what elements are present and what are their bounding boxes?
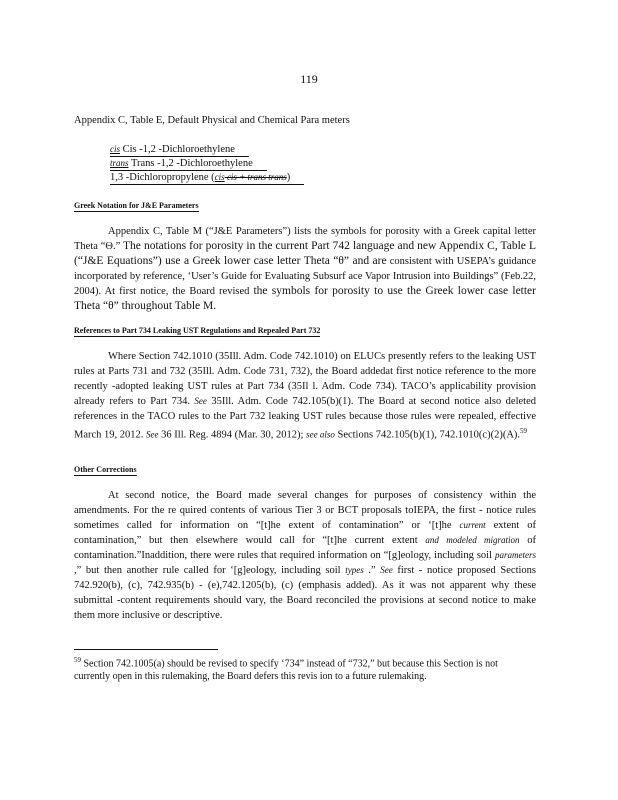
references-paragraph: Where Section 742.1010 (35Ill. Adm. Code 742.1010) on ELUCs presently refers to the leaking UST rules at Parts 731 and 732 (35Ill. Adm. Code 731, 732), the Board addedat first notice reference to the more recently -adopted leaking UST rules at Part 734 (35Il l. Adm. Code 734). TACO’s applicability provision already refers to Part 734. See 35Ill. Adm. Code 742.105(b)(1). The Board at second notice also deleted references in the TACO rules to the Part 732 leaking UST rules because those rules were repealed, effective March 19, 2012. See 36 Ill. Reg. 4894 (Mar. 30, 2012); see also Sections 742.105(b)(1), 742.1010(c)(2)(A).$^{59}$ [74, 351, 536, 441]
chem-item-cis: cis Cis -1,2 -Dichloroethylene [110, 143, 249, 157]
section-heading-greek: Greek Notation for J&E Parameters [74, 201, 199, 210]
footnote-text: Section 742.1005(a) should be revised to specify ‘734” instead of “732,” but because this Section is not currently open in this rulemaking, the Board defers this revis ion to a future rulemaking. [74, 658, 498, 683]
page-number: 119 [300, 72, 318, 86]
footnote-separator [74, 649, 218, 650]
footnote-reference[interactable]: 59 [520, 427, 528, 435]
footnote-59 [74, 654, 514, 683]
section-heading-other: Other Corrections [74, 465, 137, 474]
other-corrections-paragraph: At second notice, the Board made several changes for purposes of consistency within the amendments. For the re quired contents of various Tier 3 or BCT proposals toIEPA, the first - notice rules sometimes called for information on “[t]he extent of contamination” or ‘[t]he current extent of contamination,” but then elsewhere would call for “[t]he current extent and modeled migration of contamination.”Inaddition, there were rules that required information on “[g]eology, including soil parameters ,” but then another rule called for ‘[g]eology, including soil types .” See first - notice proposed Sections 742.920(b), (c), 742.935(b) - (e),742.1205(b), (c) (emphasis added). As it was not apparent why these submittal -content requirements should vary, the Board reconciled the provisions at second notice to make them more inclusive or descriptive. [74, 490, 537, 621]
chem-item-propylene: 1,3 -Dichloropropylene (cis cis + trans trans) [110, 171, 304, 185]
appendix-title: Appendix C, Table E, Default Physical and Chemical Para meters [74, 115, 350, 126]
greek-notation-paragraph: Appendix C, Table M (“J&E Parameters”) lists the symbols for porosity with a Greek capital letter Theta “Θ.” The notations for porosity in the current Part 742 language and new Appendix C, Table L (“J&E Equations”) use a Greek lower case letter Theta “θ” and are consistent with USEPA’s guidance incorporated by reference, ‘User’s Guide for Evaluating Subsurf ace Vapor Intrusion into Buildings” (Feb.22, 2004). At first notice, the Board revised the symbols for porosity to use the Greek lower case letter Theta “θ” throughout Table M. [74, 226, 536, 312]
section-heading-references: References to Part 734 Leaking UST Regulations and Repealed Part 732 [74, 326, 321, 335]
chem-item-trans: trans Trans -1,2 -Dichloroethylene [110, 157, 267, 171]
chemical-list [110, 143, 304, 185]
footnote-number: 59 [74, 656, 81, 664]
